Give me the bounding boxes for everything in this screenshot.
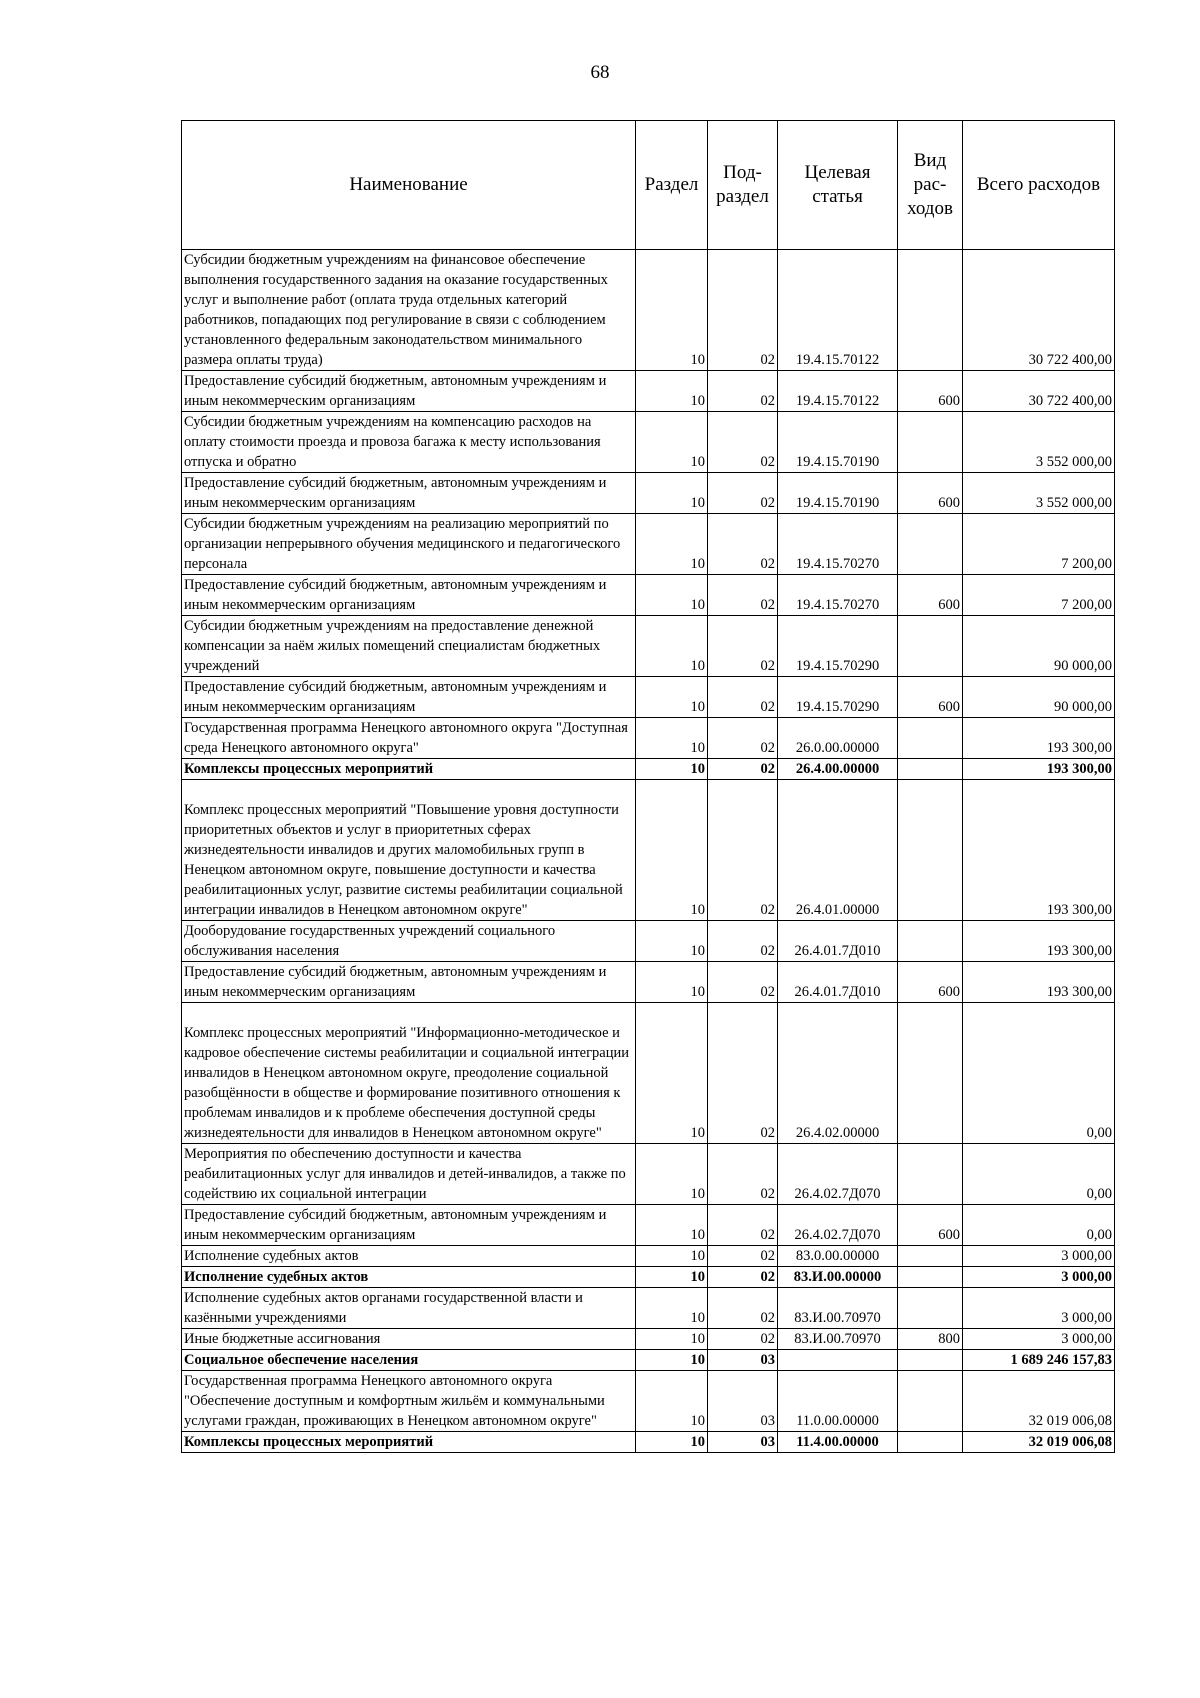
row-total: 90 000,00 <box>963 616 1115 677</box>
row-article: 26.0.00.00000 <box>778 718 898 759</box>
row-total: 0,00 <box>963 1144 1115 1205</box>
row-expense-type <box>898 1288 963 1329</box>
row-expense-type <box>898 514 963 575</box>
row-total: 193 300,00 <box>963 962 1115 1003</box>
row-article: 26.4.01.7Д010 <box>778 962 898 1003</box>
row-total: 7 200,00 <box>963 575 1115 616</box>
table-row <box>182 780 1115 921</box>
row-total: 3 000,00 <box>963 1329 1115 1350</box>
header-total: Всего расходов <box>963 121 1115 250</box>
row-name: Предоставление субсидий бюджетным, автономным учреждениям и иным некоммерческим организациям <box>182 575 636 616</box>
row-section: 10 <box>636 759 708 780</box>
table-row <box>182 759 1115 780</box>
row-section: 10 <box>636 718 708 759</box>
row-expense-type: 800 <box>898 1329 963 1350</box>
row-name: Субсидии бюджетным учреждениям на предоставление денежной компенсации за наём жилых помещений специалистам бюджетных учреждений <box>182 616 636 677</box>
table-row <box>182 1003 1115 1144</box>
row-expense-type <box>898 1371 963 1432</box>
table-row <box>182 962 1115 1003</box>
row-total: 3 000,00 <box>963 1246 1115 1267</box>
row-total: 32 019 006,08 <box>963 1432 1115 1453</box>
table-row <box>182 1246 1115 1267</box>
row-subsection: 02 <box>708 412 778 473</box>
row-name: Субсидии бюджетным учреждениям на компенсацию расходов на оплату стоимости проезда и провоза багажа к месту использования отпуска и обратно <box>182 412 636 473</box>
row-article: 11.4.00.00000 <box>778 1432 898 1453</box>
row-subsection: 02 <box>708 921 778 962</box>
table-body <box>182 250 1115 1453</box>
row-subsection: 02 <box>708 1144 778 1205</box>
row-section: 10 <box>636 962 708 1003</box>
row-article: 83.И.00.70970 <box>778 1288 898 1329</box>
table-row <box>182 575 1115 616</box>
header-article: Целевая статья <box>778 121 898 250</box>
row-subsection: 02 <box>708 1288 778 1329</box>
row-subsection: 03 <box>708 1350 778 1371</box>
row-section: 10 <box>636 473 708 514</box>
row-name: Исполнение судебных актов <box>182 1267 636 1288</box>
row-expense-type: 600 <box>898 677 963 718</box>
row-section: 10 <box>636 780 708 921</box>
row-section: 10 <box>636 250 708 371</box>
row-article: 26.4.01.7Д010 <box>778 921 898 962</box>
row-section: 10 <box>636 1432 708 1453</box>
row-subsection: 03 <box>708 1432 778 1453</box>
table-row <box>182 1267 1115 1288</box>
table-row <box>182 1432 1115 1453</box>
row-article: 26.4.02.00000 <box>778 1003 898 1144</box>
row-expense-type <box>898 780 963 921</box>
row-name: Комплексы процессных мероприятий <box>182 1432 636 1453</box>
row-expense-type <box>898 250 963 371</box>
row-name: Предоставление субсидий бюджетным, автономным учреждениям и иным некоммерческим организациям <box>182 473 636 514</box>
row-article: 83.И.00.70970 <box>778 1329 898 1350</box>
row-total: 193 300,00 <box>963 780 1115 921</box>
row-section: 10 <box>636 677 708 718</box>
row-article: 26.4.00.00000 <box>778 759 898 780</box>
row-subsection: 02 <box>708 371 778 412</box>
row-article: 19.4.15.70190 <box>778 412 898 473</box>
table-row <box>182 514 1115 575</box>
row-subsection: 02 <box>708 1003 778 1144</box>
row-subsection: 02 <box>708 1267 778 1288</box>
row-expense-type <box>898 718 963 759</box>
row-subsection: 02 <box>708 250 778 371</box>
row-name: Предоставление субсидий бюджетным, автономным учреждениям и иным некоммерческим организациям <box>182 1205 636 1246</box>
table-row <box>182 371 1115 412</box>
row-section: 10 <box>636 371 708 412</box>
table-row <box>182 1205 1115 1246</box>
table-header-row <box>182 121 1115 250</box>
table-row <box>182 677 1115 718</box>
row-section: 10 <box>636 616 708 677</box>
row-name: Комплекс процессных мероприятий "Повышение уровня доступности приоритетных объектов и услуг в приоритетных сферах жизнедеятельности инвалидов и других маломобильных групп в Ненецком автономном округе, повышение доступности и качества реабилитационных услуг, развитие системы реабилитации социальной интеграции инвалидов в Ненецком автономном округе" <box>182 780 636 921</box>
row-subsection: 02 <box>708 1205 778 1246</box>
row-subsection: 02 <box>708 616 778 677</box>
row-expense-type <box>898 1246 963 1267</box>
row-name: Предоставление субсидий бюджетным, автономным учреждениям и иным некоммерческим организациям <box>182 371 636 412</box>
row-subsection: 02 <box>708 962 778 1003</box>
row-name: Мероприятия по обеспечению доступности и качества реабилитационных услуг для инвалидов и детей-инвалидов, а также по содействию их социальной интеграции <box>182 1144 636 1205</box>
table-row <box>182 1329 1115 1350</box>
table-row <box>182 921 1115 962</box>
row-subsection: 02 <box>708 1246 778 1267</box>
row-total: 30 722 400,00 <box>963 250 1115 371</box>
table-row <box>182 250 1115 371</box>
row-total: 90 000,00 <box>963 677 1115 718</box>
row-article: 19.4.15.70290 <box>778 616 898 677</box>
row-expense-type: 600 <box>898 1205 963 1246</box>
header-expense-type: Вид рас- ходов <box>898 121 963 250</box>
row-article: 26.4.02.7Д070 <box>778 1144 898 1205</box>
row-subsection: 02 <box>708 1329 778 1350</box>
row-expense-type: 600 <box>898 473 963 514</box>
row-article: 19.4.15.70122 <box>778 371 898 412</box>
row-subsection: 02 <box>708 473 778 514</box>
row-section: 10 <box>636 1267 708 1288</box>
header-subsection: Под- раздел <box>708 121 778 250</box>
row-section: 10 <box>636 1329 708 1350</box>
row-name: Исполнение судебных актов органами государственной власти и казёнными учреждениями <box>182 1288 636 1329</box>
row-total: 193 300,00 <box>963 921 1115 962</box>
row-subsection: 02 <box>708 514 778 575</box>
row-expense-type: 600 <box>898 962 963 1003</box>
row-article: 19.4.15.70190 <box>778 473 898 514</box>
row-total: 3 552 000,00 <box>963 412 1115 473</box>
row-expense-type <box>898 1267 963 1288</box>
row-name: Исполнение судебных актов <box>182 1246 636 1267</box>
row-section: 10 <box>636 1003 708 1144</box>
row-name: Государственная программа Ненецкого автономного округа "Обеспечение доступным и комфортным жильём и коммунальными услугами граждан, проживающих в Ненецком автономном округе" <box>182 1371 636 1432</box>
row-section: 10 <box>636 1371 708 1432</box>
row-total: 7 200,00 <box>963 514 1115 575</box>
row-name: Субсидии бюджетным учреждениям на финансовое обеспечение выполнения государственного задания на оказание государственных услуг и выполнение работ (оплата труда отдельных категорий работников, попадающих под регулирование в связи с соблюдением установленного федеральным законодательством минимального размера оплаты труда) <box>182 250 636 371</box>
row-article <box>778 1350 898 1371</box>
row-article: 83.И.00.00000 <box>778 1267 898 1288</box>
row-section: 10 <box>636 921 708 962</box>
row-expense-type <box>898 759 963 780</box>
row-total: 3 000,00 <box>963 1288 1115 1329</box>
row-name: Предоставление субсидий бюджетным, автономным учреждениям и иным некоммерческим организациям <box>182 962 636 1003</box>
row-expense-type <box>898 616 963 677</box>
row-total: 3 552 000,00 <box>963 473 1115 514</box>
row-subsection: 03 <box>708 1371 778 1432</box>
row-article: 11.0.00.00000 <box>778 1371 898 1432</box>
row-section: 10 <box>636 1350 708 1371</box>
row-section: 10 <box>636 575 708 616</box>
row-section: 10 <box>636 412 708 473</box>
row-total: 193 300,00 <box>963 759 1115 780</box>
table-row <box>182 1144 1115 1205</box>
row-total: 193 300,00 <box>963 718 1115 759</box>
row-total: 3 000,00 <box>963 1267 1115 1288</box>
row-total: 0,00 <box>963 1003 1115 1144</box>
table-row <box>182 718 1115 759</box>
row-total: 0,00 <box>963 1205 1115 1246</box>
row-article: 19.4.15.70270 <box>778 514 898 575</box>
row-section: 10 <box>636 1246 708 1267</box>
row-total: 30 722 400,00 <box>963 371 1115 412</box>
table-row <box>182 412 1115 473</box>
row-section: 10 <box>636 514 708 575</box>
row-name: Комплексы процессных мероприятий <box>182 759 636 780</box>
table-row <box>182 1288 1115 1329</box>
row-name: Дооборудование государственных учреждений социального обслуживания населения <box>182 921 636 962</box>
row-expense-type <box>898 1144 963 1205</box>
row-name: Иные бюджетные ассигнования <box>182 1329 636 1350</box>
row-name: Субсидии бюджетным учреждениям на реализацию мероприятий по организации непрерывного обучения медицинского и педагогического персонала <box>182 514 636 575</box>
row-name: Социальное обеспечение населения <box>182 1350 636 1371</box>
row-article: 19.4.15.70270 <box>778 575 898 616</box>
row-section: 10 <box>636 1205 708 1246</box>
row-subsection: 02 <box>708 677 778 718</box>
row-expense-type <box>898 921 963 962</box>
row-article: 26.4.01.00000 <box>778 780 898 921</box>
row-expense-type <box>898 1350 963 1371</box>
row-expense-type <box>898 1432 963 1453</box>
row-expense-type <box>898 412 963 473</box>
header-section: Раздел <box>636 121 708 250</box>
row-subsection: 02 <box>708 575 778 616</box>
page-number: 68 <box>590 62 610 83</box>
row-subsection: 02 <box>708 759 778 780</box>
row-total: 1 689 246 157,83 <box>963 1350 1115 1371</box>
row-subsection: 02 <box>708 718 778 759</box>
row-article: 83.0.00.00000 <box>778 1246 898 1267</box>
table-row <box>182 473 1115 514</box>
row-subsection: 02 <box>708 780 778 921</box>
table-row <box>182 1371 1115 1432</box>
row-expense-type: 600 <box>898 575 963 616</box>
row-expense-type <box>898 1003 963 1144</box>
row-name: Комплекс процессных мероприятий "Информационно-методическое и кадровое обеспечение системы реабилитации и социальной интеграции инвалидов в Ненецком автономном округе, преодоление социальной разобщённости в обществе и формирование позитивного отношения к проблемам инвалидов и к проблеме обеспечения доступной среды жизнедеятельности для инвалидов в Ненецком автономном округе" <box>182 1003 636 1144</box>
row-article: 26.4.02.7Д070 <box>778 1205 898 1246</box>
row-section: 10 <box>636 1288 708 1329</box>
row-article: 19.4.15.70122 <box>778 250 898 371</box>
header-name: Наименование <box>182 121 636 250</box>
table-row <box>182 616 1115 677</box>
row-total: 32 019 006,08 <box>963 1371 1115 1432</box>
row-expense-type: 600 <box>898 371 963 412</box>
row-name: Государственная программа Ненецкого автономного округа "Доступная среда Ненецкого автономного округа" <box>182 718 636 759</box>
row-article: 19.4.15.70290 <box>778 677 898 718</box>
row-section: 10 <box>636 1144 708 1205</box>
table-row <box>182 1350 1115 1371</box>
row-name: Предоставление субсидий бюджетным, автономным учреждениям и иным некоммерческим организациям <box>182 677 636 718</box>
budget-table <box>181 120 1115 1453</box>
